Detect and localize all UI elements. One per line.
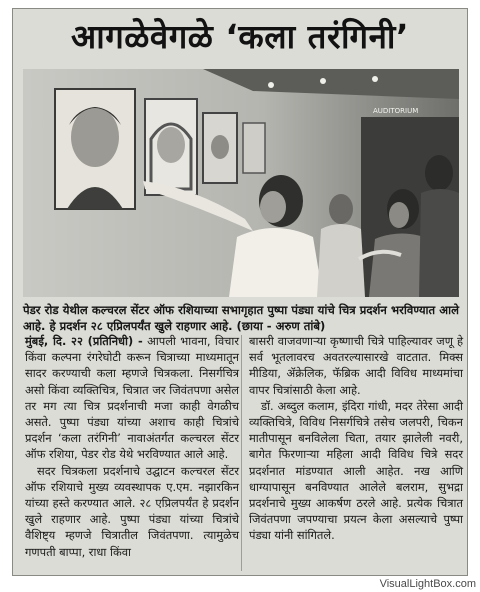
- portrait-painting-1: [55, 89, 135, 209]
- article-paragraph: बासरी वाजवणाऱ्या कृष्णाची चित्रे पाहिल्यावर जणू हे सर्व भूतलावरच अवतरल्यासारखे वाटतात. मिक्स मीडिया, ॲक्रेलिक, फॅब्रिक आदी विविध माध्यमांचा वापर चित्रांसाठी केला आहे.: [249, 334, 463, 397]
- article-column-left: [25, 333, 239, 560]
- article-dateline: मुंबई, दि. २२ (प्रतिनिधी) -: [25, 334, 143, 348]
- photo-illustration: [23, 69, 459, 297]
- newspaper-clipping: [12, 8, 468, 576]
- photo-caption: पेडर रोड येथील कल्चरल सेंटर ऑफ रशियाच्या सभागृहात पुष्पा पंड्या यांचे चित्र प्रदर्शन भरविण्यात आले आहे. हे प्रदर्शन २८ एप्रिलपर्यंत खुले राहणार आहे. (छाया - अरुण तांबे): [23, 303, 459, 333]
- headline: आगळेवेगळे ‘कला तरंगिनी’: [70, 17, 409, 56]
- article-column-right: [249, 333, 463, 544]
- article-paragraph: आपली भावना, विचार किंवा कल्पना रंगरेघोटी करून चित्राच्या माध्यमातून सादर करण्याची कला म्हणजे चित्रकला. निसर्गचित्र असो किंवा व्यक्तिचित्र, चित्रात जर जिवंतपणा असेल तर मग त्या चित्र प्रदर्शनाची मजा काही वेगळीच असते. पुष्पा पंड्या यांच्या अशाच काही चित्रांचे प्रदर्शन ‘कला तरंगिनी’ नावाअंतर्गत कल्चरल सेंटर ऑफ रशिया, पेडर रोड येथे भरविण्यात आले आहे.: [25, 334, 239, 462]
- article-paragraph: सदर चित्रकला प्रदर्शनाचे उद्घाटन कल्चरल सेंटर ऑफ रशियाचे मुख्य व्यवस्थापक ए.एम. नझारकिन यांच्या हस्ते करण्यात आले. २८ एप्रिलपर्यंत हे प्रदर्शन खुले राहणार आहे. पुष्पा पंड्या यांच्या चित्रांचे वैशिष्ट्य म्हणजे चित्रातील जिवंतपणा. त्यामुळेच गणपती बाप्पा, राधा किंवा: [25, 463, 239, 559]
- watermark: VisualLightBox.com: [379, 578, 476, 590]
- article-paragraph: डॉ. अब्दुल कलाम, इंदिरा गांधी, मदर तेरेसा आदी व्यक्तिचित्रे, विविध निसर्गचित्रे तसेच जलपरी, चिकन मातीपासून बनविलेला चिता, तयार झालेली नवरी, बागेत फिरणाऱ्या महिला आदी विविध चित्रे सदर प्रदर्शनात मांडण्यात आली आहेत. नख आणि धाग्यापासून बनविण्यात आलेले बलराम, सुभद्रा प्रदर्शनाचे मुख्य आकर्षण ठरले आहे. प्रत्येक चित्रात जिवंतपणा जपण्याचा प्रयत्न केला असल्याचे पुष्पा पंड्या यांनी सांगितले.: [249, 398, 463, 543]
- exhibition-photo: [23, 69, 459, 297]
- column-divider: [241, 335, 242, 571]
- portrait-painting-3: [203, 113, 237, 183]
- portrait-painting-4: [243, 123, 265, 173]
- auditorium-sign: AUDITORIUM: [373, 107, 419, 115]
- portrait-painting-2: [145, 99, 197, 195]
